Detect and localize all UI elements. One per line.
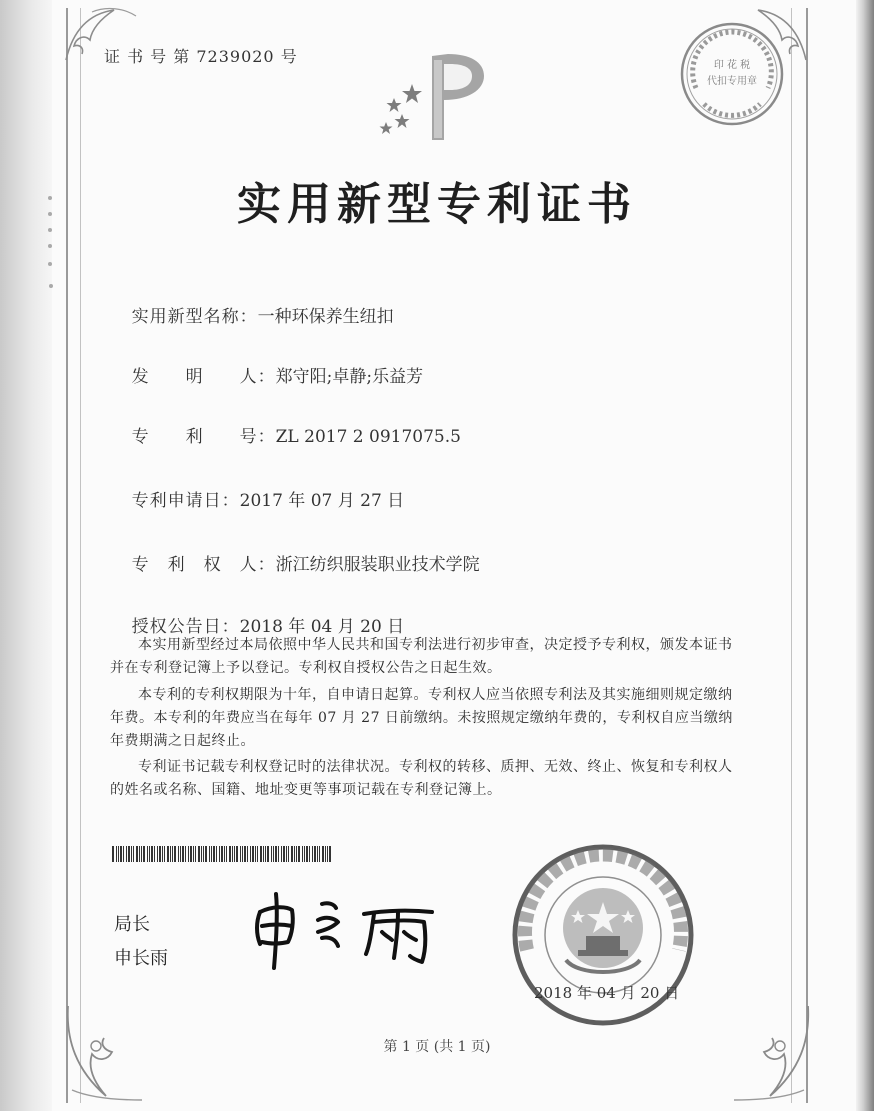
field-value: 浙江纺织服装职业技术学院 (275, 555, 480, 575)
field-label: 发 明 人： (131, 367, 276, 387)
scan-shadow-left (0, 0, 52, 1111)
field-utility-model-name (110, 282, 394, 347)
field-label: 专 利 号： (131, 427, 276, 447)
page-number: 第 1 页 (共 1 页) (383, 1039, 491, 1055)
field-value: 2018 年 04 月 20 日 (239, 617, 405, 637)
scan-shadow-right (856, 0, 874, 1111)
field-value: 一种环保养生纽扣 (257, 307, 394, 327)
field-label: 专 利 权 人： (131, 555, 276, 575)
issue-date: 2018 年 04 月 20 日 (534, 984, 680, 1002)
field-application-date (110, 466, 404, 531)
document-title: 实用新型专利证书 (237, 179, 637, 230)
field-inventors (110, 342, 423, 407)
field-patent-number (110, 402, 461, 467)
signatory-title: 局长 (114, 914, 150, 935)
field-label: 实用新型名称： (131, 307, 258, 327)
paragraph-grant-statement: 本实用新型经过本局依照中华人民共和国专利法进行初步审查，决定授予专利权，颁发本证书并在专利登记簿上予以登记。专利权自授权公告之日起生效。 (110, 637, 733, 676)
svg-text:印 花 税: 印 花 税 (713, 60, 751, 71)
handwritten-signature (246, 888, 446, 972)
field-value: ZL 2017 2 0917075.5 (275, 427, 461, 447)
field-value: 2017 年 07 月 27 日 (239, 491, 405, 511)
field-patentee (110, 530, 480, 595)
field-label: 授权公告日： (131, 617, 240, 637)
paragraph-term-statement: 本专利的专利权期限为十年，自申请日起算。专利权人应当依照专利法及其实施细则规定缴纳年费。本专利的年费应当在每年 07 月 27 日前缴纳。未按照规定缴纳年费的，专利权自应当缴纳年费期满之日起终止。 (110, 687, 733, 749)
barcode (112, 846, 334, 862)
signatory-name: 申长雨 (114, 948, 168, 969)
patent-office-emblem-icon (372, 48, 502, 148)
field-value: 郑守阳;卓静;乐益芳 (275, 367, 424, 387)
agency-tax-stamp (676, 18, 788, 130)
paragraph-legal-status: 专利证书记载专利权登记时的法律状况。专利权的转移、质押、无效、终止、恢复和专利权人的姓名或名称、国籍、地址变更等事项记载在专利登记簿上。 (110, 759, 733, 798)
field-label: 专利申请日： (131, 491, 240, 511)
certificate-number: 证 书 号 第 7239020 号 (104, 47, 298, 66)
svg-text:代扣专用章: 代扣专用章 (707, 76, 757, 87)
